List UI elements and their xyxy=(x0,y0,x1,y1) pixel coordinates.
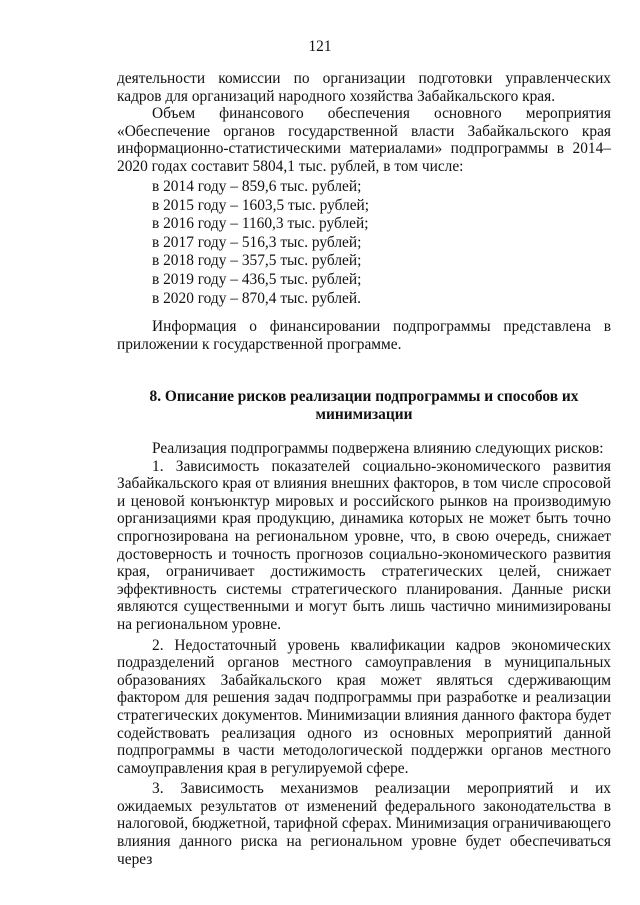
intro-continuation: деятельности комиссии по организации подготовки управленческих кадров для организаций народного хозяйства Забайкальского края. xyxy=(117,70,611,105)
page-number: 121 xyxy=(308,38,332,55)
funding-year-item: в 2019 году – 436,5 тыс. рублей; xyxy=(152,270,362,288)
top-text-block xyxy=(117,70,611,176)
risk-item-3: 3. Зависимость механизмов реализации мероприятий и их ожидаемых результатов от изменений федерального законодательства в налоговой, бюджетной, тарифной сферах. Минимизация ограничивающего влияния данного риска на региональном уровне будет обеспечиваться через xyxy=(117,780,611,868)
funding-year-item: в 2017 году – 516,3 тыс. рублей; xyxy=(152,233,362,251)
funding-year-item: в 2018 году – 357,5 тыс. рублей; xyxy=(152,252,362,270)
funding-year-item: в 2014 году – 859,6 тыс. рублей; xyxy=(152,178,362,195)
risk-item-2: 2. Недостаточный уровень квалификации кадров экономических подразделений органов местного самоуправления в муниципальных образованиях Забайкальского края может являться сдерживающим фактором для решения задач подпрограммы при разработке и реализации стратегических документов. Минимизации влияния данного фактора будет содействовать реализация одного из основных мероприятий данной подпрограммы в части методологической поддержки органов местного самоуправления края в регулируемой сфере. xyxy=(117,636,611,777)
funding-year-item: в 2015 году – 1603,5 тыс. рублей; xyxy=(152,196,370,214)
risks-intro: Реализация подпрограммы подвержена влиянию следующих рисков: xyxy=(152,440,604,457)
funding-paragraph: Объем финансового обеспечения основного мероприятия «Обеспечение органов государственной власти Забайкальского края информационно-статистическими материалами» подпрограммы в 2014–2020 годах составит 5804,1 тыс. рублей, в том числе: xyxy=(117,105,611,175)
funding-by-year-list xyxy=(117,178,611,308)
info-paragraph: Информация о финансировании подпрограммы представлена в приложении к государственной программе. xyxy=(117,318,611,353)
funding-year-item: в 2016 году – 1160,3 тыс. рублей; xyxy=(152,215,369,233)
risks-section xyxy=(117,440,611,868)
funding-year-item: в 2020 году – 870,4 тыс. рублей. xyxy=(152,289,361,307)
section-heading: 8. Описание рисков реализации подпрограммы и способов их минимизации xyxy=(149,388,579,423)
risk-item-1: 1. Зависимость показателей социально-экономического развития Забайкальского края от влияния внешних факторов, в том числе спросовой и ценовой конъюнктур мировых и российского рынков на производимую организациями края продукцию, динамика которых не может быть точно спрогнозирована на региональном уровне, что, в свою очередь, снижает достоверность и точность прогнозов социально-экономического развития края, ограничивает достижимость стратегических целей, снижает эффективность системы стратегического планирования. Данные риски являются существенными и могут быть лишь частично минимизированы на региональном уровне. xyxy=(117,457,611,633)
